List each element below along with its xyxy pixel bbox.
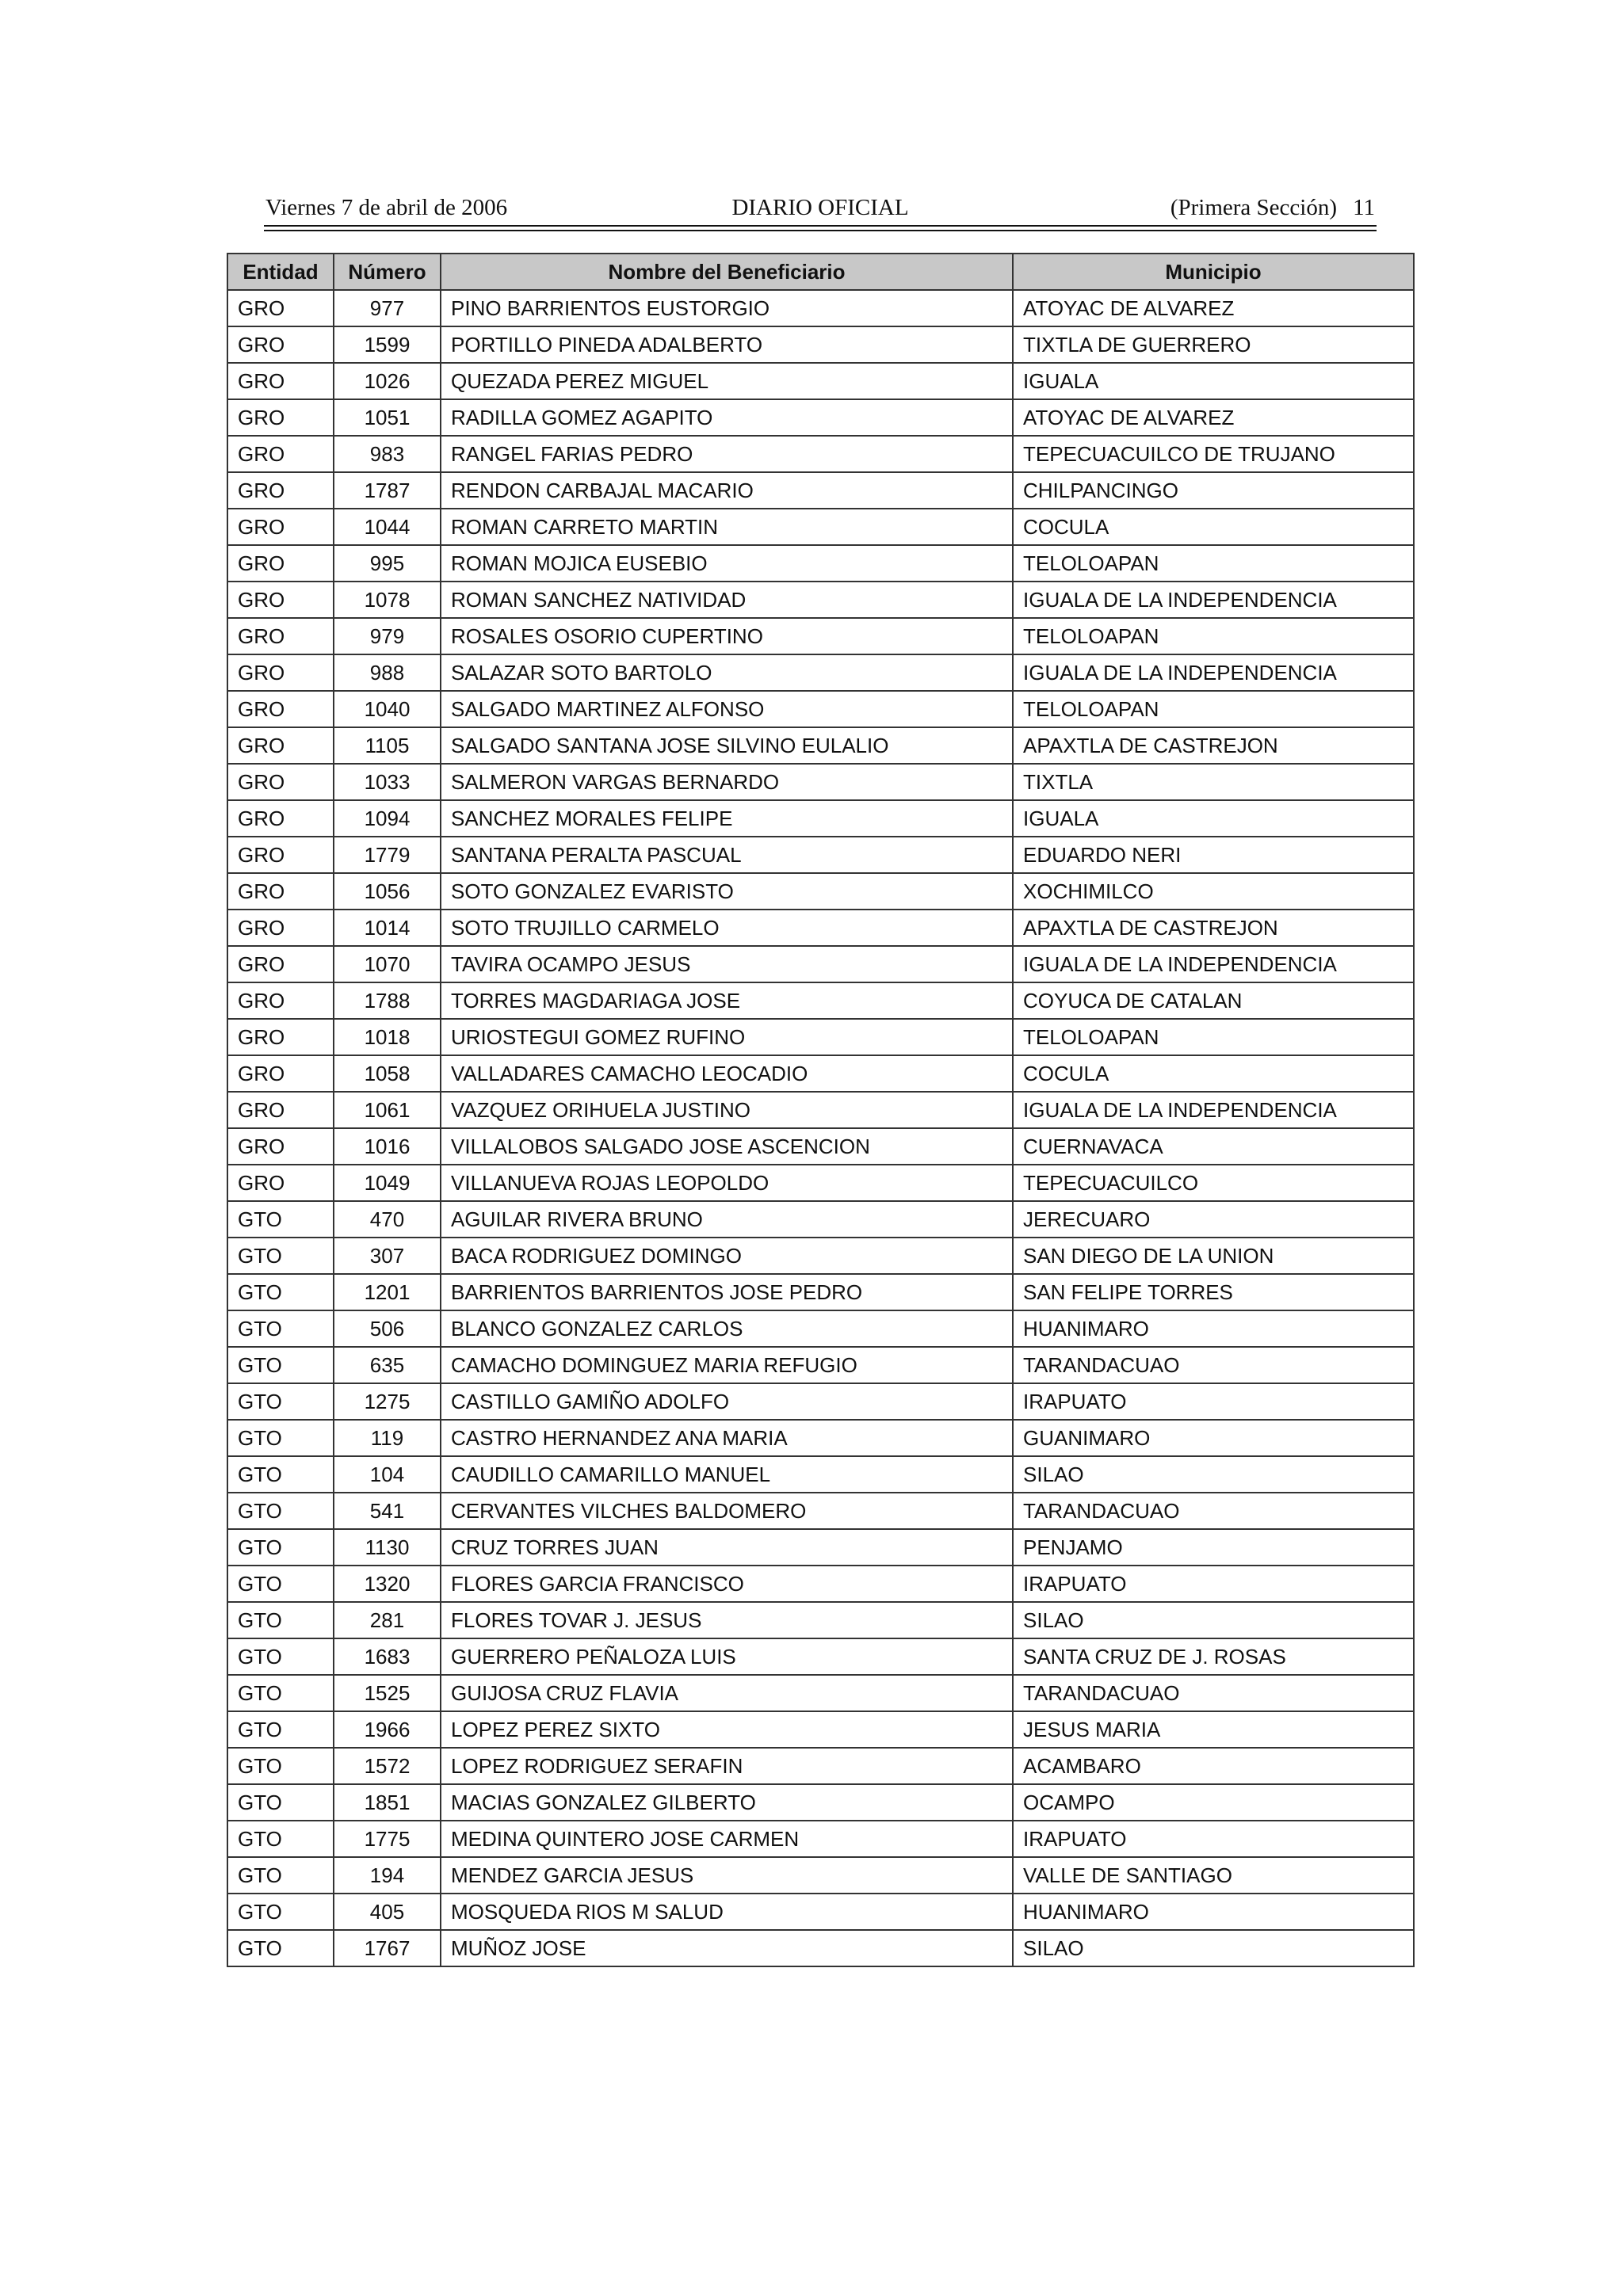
cell-numero: 995 (334, 545, 441, 582)
cell-entidad: GTO (227, 1784, 334, 1821)
cell-numero: 1525 (334, 1675, 441, 1711)
cell-nombre: CASTILLO GAMIÑO ADOLFO (441, 1383, 1013, 1420)
table-row (227, 800, 1414, 837)
cell-numero: 1201 (334, 1274, 441, 1310)
table-row (227, 910, 1414, 946)
table-row (227, 545, 1414, 582)
cell-numero: 1130 (334, 1529, 441, 1566)
cell-numero: 1599 (334, 326, 441, 363)
cell-entidad: GTO (227, 1274, 334, 1310)
cell-municipio: CUERNAVACA (1013, 1128, 1414, 1165)
cell-nombre: MACIAS GONZALEZ GILBERTO (441, 1784, 1013, 1821)
table-row (227, 618, 1414, 654)
cell-nombre: CAMACHO DOMINGUEZ MARIA REFUGIO (441, 1347, 1013, 1383)
cell-entidad: GTO (227, 1711, 334, 1748)
header-section: (Primera Sección) (1170, 195, 1337, 220)
cell-numero: 281 (334, 1602, 441, 1638)
cell-municipio: IRAPUATO (1013, 1821, 1414, 1857)
cell-numero: 1058 (334, 1055, 441, 1092)
cell-numero: 1788 (334, 982, 441, 1019)
cell-nombre: SALGADO SANTANA JOSE SILVINO EULALIO (441, 727, 1013, 764)
cell-entidad: GTO (227, 1930, 334, 1966)
cell-entidad: GTO (227, 1566, 334, 1602)
cell-nombre: ROMAN MOJICA EUSEBIO (441, 545, 1013, 582)
cell-numero: 983 (334, 436, 441, 472)
cell-numero: 1040 (334, 691, 441, 727)
cell-municipio: EDUARDO NERI (1013, 837, 1414, 873)
cell-nombre: SALGADO MARTINEZ ALFONSO (441, 691, 1013, 727)
cell-municipio: COCULA (1013, 509, 1414, 545)
cell-entidad: GRO (227, 290, 334, 326)
cell-numero: 979 (334, 618, 441, 654)
column-header-numero: Número (334, 254, 441, 290)
cell-nombre: MOSQUEDA RIOS M SALUD (441, 1894, 1013, 1930)
table-row (227, 1055, 1414, 1092)
cell-numero: 194 (334, 1857, 441, 1894)
cell-numero: 1049 (334, 1165, 441, 1201)
cell-nombre: LOPEZ RODRIGUEZ SERAFIN (441, 1748, 1013, 1784)
cell-entidad: GRO (227, 982, 334, 1019)
cell-numero: 1320 (334, 1566, 441, 1602)
cell-municipio: SAN DIEGO DE LA UNION (1013, 1238, 1414, 1274)
table-row (227, 1456, 1414, 1493)
cell-entidad: GRO (227, 764, 334, 800)
column-header-nombre: Nombre del Beneficiario (441, 254, 1013, 290)
cell-numero: 635 (334, 1347, 441, 1383)
cell-municipio: ATOYAC DE ALVAREZ (1013, 399, 1414, 436)
cell-municipio: HUANIMARO (1013, 1310, 1414, 1347)
cell-numero: 405 (334, 1894, 441, 1930)
cell-municipio: IGUALA DE LA INDEPENDENCIA (1013, 654, 1414, 691)
cell-nombre: QUEZADA PEREZ MIGUEL (441, 363, 1013, 399)
cell-numero: 1275 (334, 1383, 441, 1420)
cell-entidad: GTO (227, 1675, 334, 1711)
cell-entidad: GTO (227, 1238, 334, 1274)
table-row (227, 1566, 1414, 1602)
cell-municipio: TELOLOAPAN (1013, 1019, 1414, 1055)
cell-municipio: IGUALA DE LA INDEPENDENCIA (1013, 946, 1414, 982)
cell-entidad: GRO (227, 1055, 334, 1092)
cell-nombre: CAUDILLO CAMARILLO MANUEL (441, 1456, 1013, 1493)
cell-municipio: XOCHIMILCO (1013, 873, 1414, 910)
cell-entidad: GRO (227, 654, 334, 691)
cell-municipio: SAN FELIPE TORRES (1013, 1274, 1414, 1310)
table-row (227, 1894, 1414, 1930)
cell-municipio: PENJAMO (1013, 1529, 1414, 1566)
cell-entidad: GTO (227, 1529, 334, 1566)
table-row (227, 290, 1414, 326)
table-row (227, 1238, 1414, 1274)
cell-numero: 1014 (334, 910, 441, 946)
cell-numero: 1026 (334, 363, 441, 399)
cell-municipio: SILAO (1013, 1930, 1414, 1966)
cell-municipio: APAXTLA DE CASTREJON (1013, 727, 1414, 764)
cell-numero: 1070 (334, 946, 441, 982)
cell-nombre: BARRIENTOS BARRIENTOS JOSE PEDRO (441, 1274, 1013, 1310)
cell-entidad: GTO (227, 1383, 334, 1420)
cell-municipio: JERECUARO (1013, 1201, 1414, 1238)
table-row (227, 1310, 1414, 1347)
cell-nombre: SALAZAR SOTO BARTOLO (441, 654, 1013, 691)
table-row (227, 1748, 1414, 1784)
cell-numero: 1061 (334, 1092, 441, 1128)
beneficiaries-table (227, 253, 1415, 1967)
cell-numero: 1051 (334, 399, 441, 436)
cell-entidad: GTO (227, 1347, 334, 1383)
table-row (227, 1274, 1414, 1310)
cell-nombre: VAZQUEZ ORIHUELA JUSTINO (441, 1092, 1013, 1128)
cell-municipio: TIXTLA (1013, 764, 1414, 800)
table-body (227, 290, 1414, 1966)
cell-entidad: GRO (227, 873, 334, 910)
cell-numero: 1094 (334, 800, 441, 837)
cell-numero: 506 (334, 1310, 441, 1347)
header-page-number: 11 (1353, 195, 1375, 220)
cell-municipio: TARANDACUAO (1013, 1493, 1414, 1529)
table-row (227, 1128, 1414, 1165)
cell-municipio: OCAMPO (1013, 1784, 1414, 1821)
table-row (227, 1420, 1414, 1456)
table-row (227, 399, 1414, 436)
cell-municipio: APAXTLA DE CASTREJON (1013, 910, 1414, 946)
cell-numero: 470 (334, 1201, 441, 1238)
cell-numero: 541 (334, 1493, 441, 1529)
cell-municipio: IGUALA DE LA INDEPENDENCIA (1013, 1092, 1414, 1128)
cell-nombre: AGUILAR RIVERA BRUNO (441, 1201, 1013, 1238)
cell-entidad: GRO (227, 545, 334, 582)
cell-nombre: CASTRO HERNANDEZ ANA MARIA (441, 1420, 1013, 1456)
cell-municipio: COCULA (1013, 1055, 1414, 1092)
cell-numero: 1033 (334, 764, 441, 800)
table-row (227, 1930, 1414, 1966)
cell-municipio: TELOLOAPAN (1013, 618, 1414, 654)
cell-nombre: VILLALOBOS SALGADO JOSE ASCENCION (441, 1128, 1013, 1165)
cell-municipio: IGUALA (1013, 800, 1414, 837)
cell-numero: 1044 (334, 509, 441, 545)
cell-nombre: MUÑOZ JOSE (441, 1930, 1013, 1966)
cell-nombre: GUIJOSA CRUZ FLAVIA (441, 1675, 1013, 1711)
cell-entidad: GRO (227, 691, 334, 727)
cell-entidad: GRO (227, 363, 334, 399)
cell-municipio: SANTA CRUZ DE J. ROSAS (1013, 1638, 1414, 1675)
cell-municipio: ATOYAC DE ALVAREZ (1013, 290, 1414, 326)
cell-municipio: TIXTLA DE GUERRERO (1013, 326, 1414, 363)
cell-nombre: CRUZ TORRES JUAN (441, 1529, 1013, 1566)
cell-entidad: GTO (227, 1456, 334, 1493)
cell-entidad: GRO (227, 727, 334, 764)
cell-municipio: VALLE DE SANTIAGO (1013, 1857, 1414, 1894)
table-row (227, 873, 1414, 910)
cell-numero: 988 (334, 654, 441, 691)
cell-municipio: TELOLOAPAN (1013, 545, 1414, 582)
cell-entidad: GRO (227, 509, 334, 545)
cell-municipio: TEPECUACUILCO DE TRUJANO (1013, 436, 1414, 472)
table-row (227, 1711, 1414, 1748)
cell-nombre: PORTILLO PINEDA ADALBERTO (441, 326, 1013, 363)
cell-municipio: CHILPANCINGO (1013, 472, 1414, 509)
cell-nombre: FLORES TOVAR J. JESUS (441, 1602, 1013, 1638)
cell-nombre: MENDEZ GARCIA JESUS (441, 1857, 1013, 1894)
cell-nombre: RANGEL FARIAS PEDRO (441, 436, 1013, 472)
column-header-municipio: Municipio (1013, 254, 1414, 290)
cell-nombre: SALMERON VARGAS BERNARDO (441, 764, 1013, 800)
page-header (264, 189, 1377, 228)
table-row (227, 691, 1414, 727)
table-row (227, 363, 1414, 399)
cell-municipio: JESUS MARIA (1013, 1711, 1414, 1748)
cell-entidad: GTO (227, 1310, 334, 1347)
cell-municipio: HUANIMARO (1013, 1894, 1414, 1930)
table-row (227, 1857, 1414, 1894)
cell-entidad: GRO (227, 1092, 334, 1128)
cell-municipio: COYUCA DE CATALAN (1013, 982, 1414, 1019)
cell-municipio: SILAO (1013, 1456, 1414, 1493)
table-row (227, 1821, 1414, 1857)
cell-numero: 1767 (334, 1930, 441, 1966)
cell-nombre: CERVANTES VILCHES BALDOMERO (441, 1493, 1013, 1529)
cell-numero: 104 (334, 1456, 441, 1493)
table-row (227, 1383, 1414, 1420)
header-publication-title: DIARIO OFICIAL (731, 195, 909, 220)
cell-nombre: PINO BARRIENTOS EUSTORGIO (441, 290, 1013, 326)
table-row (227, 472, 1414, 509)
header-rule-bottom (264, 230, 1377, 231)
table-row (227, 436, 1414, 472)
table-row (227, 1675, 1414, 1711)
cell-numero: 1787 (334, 472, 441, 509)
cell-nombre: ROMAN CARRETO MARTIN (441, 509, 1013, 545)
cell-nombre: ROSALES OSORIO CUPERTINO (441, 618, 1013, 654)
table-row (227, 1602, 1414, 1638)
header-rule-top (264, 225, 1377, 227)
table-row (227, 982, 1414, 1019)
cell-nombre: RADILLA GOMEZ AGAPITO (441, 399, 1013, 436)
cell-nombre: SANCHEZ MORALES FELIPE (441, 800, 1013, 837)
table-header-row (227, 254, 1414, 290)
cell-nombre: VILLANUEVA ROJAS LEOPOLDO (441, 1165, 1013, 1201)
cell-entidad: GTO (227, 1493, 334, 1529)
cell-entidad: GTO (227, 1748, 334, 1784)
table-row (227, 727, 1414, 764)
cell-municipio: IRAPUATO (1013, 1383, 1414, 1420)
cell-entidad: GRO (227, 472, 334, 509)
cell-nombre: TAVIRA OCAMPO JESUS (441, 946, 1013, 982)
cell-nombre: MEDINA QUINTERO JOSE CARMEN (441, 1821, 1013, 1857)
table-row (227, 1201, 1414, 1238)
cell-entidad: GTO (227, 1201, 334, 1238)
cell-entidad: GRO (227, 582, 334, 618)
cell-numero: 977 (334, 290, 441, 326)
cell-nombre: VALLADARES CAMACHO LEOCADIO (441, 1055, 1013, 1092)
table-row (227, 837, 1414, 873)
cell-entidad: GRO (227, 618, 334, 654)
cell-entidad: GRO (227, 910, 334, 946)
cell-numero: 1572 (334, 1748, 441, 1784)
cell-municipio: GUANIMARO (1013, 1420, 1414, 1456)
cell-nombre: SANTANA PERALTA PASCUAL (441, 837, 1013, 873)
cell-numero: 1775 (334, 1821, 441, 1857)
cell-entidad: GTO (227, 1638, 334, 1675)
cell-municipio: TEPECUACUILCO (1013, 1165, 1414, 1201)
cell-nombre: GUERRERO PEÑALOZA LUIS (441, 1638, 1013, 1675)
column-header-entidad: Entidad (227, 254, 334, 290)
table-row (227, 509, 1414, 545)
table-row (227, 654, 1414, 691)
cell-nombre: FLORES GARCIA FRANCISCO (441, 1566, 1013, 1602)
cell-nombre: BLANCO GONZALEZ CARLOS (441, 1310, 1013, 1347)
cell-municipio: TARANDACUAO (1013, 1675, 1414, 1711)
cell-numero: 1966 (334, 1711, 441, 1748)
table-row (227, 582, 1414, 618)
cell-numero: 1851 (334, 1784, 441, 1821)
cell-entidad: GTO (227, 1420, 334, 1456)
cell-numero: 307 (334, 1238, 441, 1274)
table-row (227, 326, 1414, 363)
cell-numero: 119 (334, 1420, 441, 1456)
table-row (227, 946, 1414, 982)
cell-numero: 1056 (334, 873, 441, 910)
cell-entidad: GRO (227, 326, 334, 363)
cell-entidad: GRO (227, 1019, 334, 1055)
table-row (227, 1529, 1414, 1566)
cell-municipio: ACAMBARO (1013, 1748, 1414, 1784)
table-row (227, 1493, 1414, 1529)
cell-entidad: GRO (227, 837, 334, 873)
cell-entidad: GTO (227, 1602, 334, 1638)
cell-municipio: SILAO (1013, 1602, 1414, 1638)
cell-nombre: LOPEZ PEREZ SIXTO (441, 1711, 1013, 1748)
cell-entidad: GRO (227, 399, 334, 436)
table-row (227, 1165, 1414, 1201)
cell-numero: 1779 (334, 837, 441, 873)
cell-municipio: IGUALA (1013, 363, 1414, 399)
header-date: Viernes 7 de abril de 2006 (265, 195, 508, 220)
cell-nombre: SOTO TRUJILLO CARMELO (441, 910, 1013, 946)
cell-municipio: TARANDACUAO (1013, 1347, 1414, 1383)
cell-municipio: TELOLOAPAN (1013, 691, 1414, 727)
table-row (227, 1019, 1414, 1055)
table-row (227, 764, 1414, 800)
cell-entidad: GTO (227, 1821, 334, 1857)
cell-entidad: GRO (227, 800, 334, 837)
table-row (227, 1347, 1414, 1383)
cell-numero: 1105 (334, 727, 441, 764)
cell-nombre: SOTO GONZALEZ EVARISTO (441, 873, 1013, 910)
cell-entidad: GRO (227, 1128, 334, 1165)
cell-nombre: URIOSTEGUI GOMEZ RUFINO (441, 1019, 1013, 1055)
cell-entidad: GRO (227, 436, 334, 472)
cell-municipio: IRAPUATO (1013, 1566, 1414, 1602)
table-row (227, 1784, 1414, 1821)
cell-nombre: RENDON CARBAJAL MACARIO (441, 472, 1013, 509)
cell-numero: 1018 (334, 1019, 441, 1055)
table-row (227, 1092, 1414, 1128)
cell-entidad: GRO (227, 946, 334, 982)
cell-municipio: IGUALA DE LA INDEPENDENCIA (1013, 582, 1414, 618)
cell-numero: 1016 (334, 1128, 441, 1165)
cell-nombre: TORRES MAGDARIAGA JOSE (441, 982, 1013, 1019)
cell-numero: 1078 (334, 582, 441, 618)
cell-numero: 1683 (334, 1638, 441, 1675)
cell-nombre: ROMAN SANCHEZ NATIVIDAD (441, 582, 1013, 618)
cell-entidad: GTO (227, 1857, 334, 1894)
table-row (227, 1638, 1414, 1675)
cell-entidad: GRO (227, 1165, 334, 1201)
cell-nombre: BACA RODRIGUEZ DOMINGO (441, 1238, 1013, 1274)
cell-entidad: GTO (227, 1894, 334, 1930)
